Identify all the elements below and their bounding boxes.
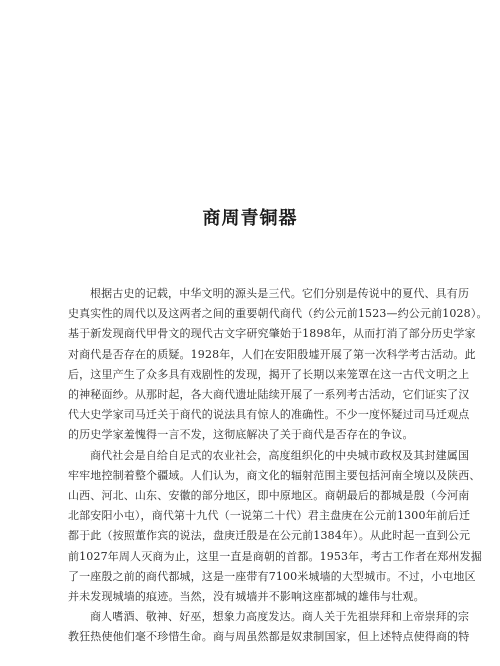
- text-line: 都于此（按照董作宾的说法，盘庚迁殷是在公元前1384年）。从此时起一直到公元: [68, 529, 471, 543]
- text-line: 商代社会是自给自足式的农业社会，高度组织化的中央城市政权及其封建属国: [90, 448, 470, 462]
- paragraph-1: [68, 284, 488, 446]
- page-title: 商周青铜器: [202, 208, 298, 229]
- text-line: 对商代是否存在的质疑。1928年，人们在安阳殷墟开展了第一次科学考古活动。此: [68, 347, 476, 361]
- text-line: 山西、河北、山东、安徽的部分地区，即中原地区。商朝最后的都城是殷（今河南: [68, 489, 470, 503]
- paragraph-2: [68, 446, 482, 608]
- text-line: 基于新发现商代甲骨文的现代古文字研究肇始于1898年，从而打消了部分历史学家: [68, 327, 476, 341]
- text-line: 代大史学家司马迁关于商代的说法具有惊人的准确性。不少一度怀疑过司马迁观点: [68, 408, 470, 422]
- text-line: 的历史学家羞愧得一言不发，这彻底解决了关于商代是否存在的争议。: [68, 428, 414, 442]
- text-line: 的神秘面纱。从那时起，各大商代遗址陆续开展了一系列考古活动，它们证实了汉: [68, 388, 470, 402]
- text-line: 并未发现城墙的痕迹。当然，没有城墙并不影响这座都城的雄伟与壮观。: [68, 590, 425, 604]
- text-line: 根据古史的记载，中华文明的源头是三代。它们分别是传说中的夏代、具有历: [90, 287, 470, 300]
- text-line: 前1027年周人灭商为止，这里一直是商朝的首都。1953年，考古工作者在郑州发掘: [68, 549, 482, 563]
- text-line: 教狂热使他们毫不珍惜生命。商与周虽然都是奴隶制国家，但上述特点使得商的特: [68, 630, 470, 644]
- text-line: 了一座殷之前的商代都城，这是一座带有7100米城墙的大型城市。不过，小屯地区: [68, 569, 476, 583]
- text-line: 史真实性的周代以及这两者之间的重要朝代商代（约公元前1523—约公元前1028）。: [68, 307, 488, 321]
- text-line: 商人嗜酒、敬神、好巫，想象力高度发达。商人关于先祖崇拜和上帝崇拜的宗: [90, 610, 470, 624]
- paragraph-3: [68, 607, 470, 647]
- body-text: [68, 284, 488, 648]
- text-line: 后，这里产生了众多具有戏剧性的发现，揭开了长期以来笼罩在这一古代文明之上: [68, 367, 470, 381]
- text-line: 牢牢地控制着整个疆域。人们认为，商文化的辐射范围主要包括河南全境以及陕西、: [68, 468, 481, 482]
- text-line: 北部安阳小屯），商代第十九代（一说第二十代）君主盘庚在公元前1300年前后迁: [68, 509, 471, 523]
